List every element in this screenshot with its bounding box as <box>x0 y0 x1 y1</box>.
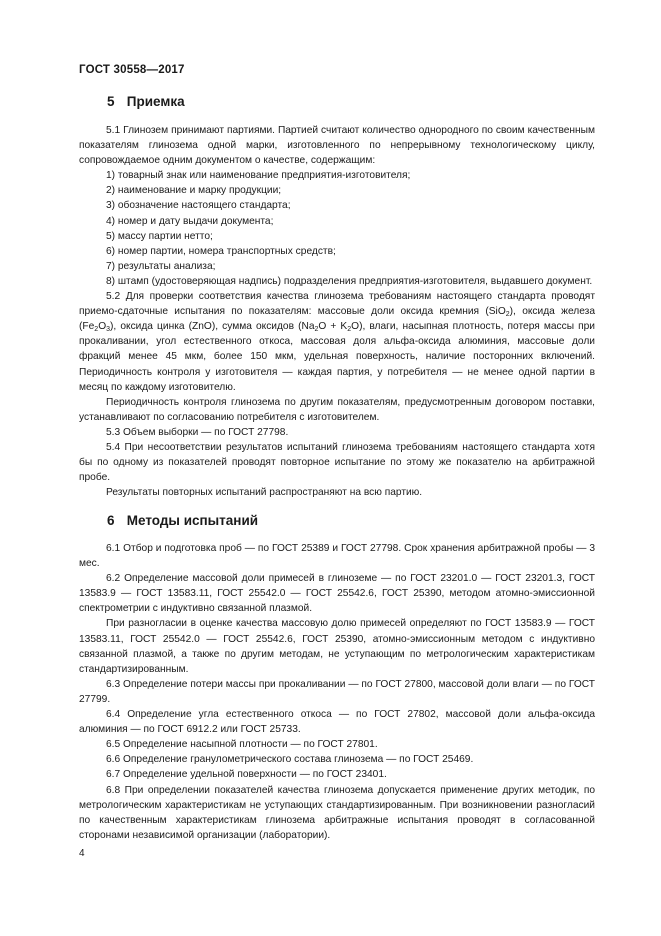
section-6-title-text: Методы испытаний <box>126 513 259 528</box>
paragraph-5-2-b: Периодичность контроля глинозема по другим показателям, предусмотренным договором поставки, устанавливают по согласованию потребителя с изготовителем. <box>79 396 595 423</box>
section-5-number: 5 <box>107 94 115 109</box>
paragraph-6-8: 6.8 При определении показателей качества глинозема допускается применение других методик, по метрологическим характеристикам не уступающих стандартизированным. При возникновении разногласий по качественным характеристикам глинозема арбитражные испытания проводят в согласованной сторонами независимой организации (лаборатории). <box>79 784 595 841</box>
list-item: 4) номер и дату выдачи документа; <box>106 215 274 227</box>
document-header: ГОСТ 30558—2017 <box>79 64 185 76</box>
paragraph-6-1: 6.1 Отбор и подготовка проб — по ГОСТ 25389 и ГОСТ 27798. Срок хранения арбитражной пробы — 3 мес. <box>79 543 595 570</box>
page-number: 4 <box>79 848 85 859</box>
paragraph-6-2-b: При разногласии в оценке качества массовую долю примесей определяют по ГОСТ 13583.9 — ГОСТ 13583.11, ГОСТ 25542.0 — ГОСТ 25542.6, ГОСТ 25390, атомно-эмиссионным методом с индуктивно связанной плазмой, а также по другим методам, не уступающим по метрологическим характеристикам стандартизированным. <box>79 618 595 675</box>
section-6-number: 6 <box>107 513 115 528</box>
paragraph-5-2: 5.2 Для проверки соответствия качества глинозема требованиям настоящего стандарта проводят приемо-сдаточные испытания по показателям: массовые доли оксида кремния (SiO$_2$), оксида железа $(Fe_2O_3)$, оксида цинка (ZnO), сумма оксидов $(Na_2O + K_2O)$, влаги, насыпная плотность, потеря массы при прокаливании, угол естественного откоса, массовая доля альфа-оксида алюминия, массовые доли фракций менее 45 мкм, более 150 мкм, удельная поверхность, наличие посторонних включений. Периодичность контроля у изготовителя — каждая партия, у потребителя — не менее одной партии в месяц по каждому изготовителю. <box>79 291 595 393</box>
section-6-title <box>107 513 258 528</box>
list-item: 5) массу партии нетто; <box>106 230 213 242</box>
paragraph-6-4: 6.4 Определение угла естественного откоса — по ГОСТ 27802, массовой доли альфа-оксида алюминия — по ГОСТ 6912.2 или ГОСТ 25733. <box>79 709 595 736</box>
paragraph-5-4-b: Результаты повторных испытаний распространяют на всю партию. <box>106 487 423 499</box>
list-item: 1) товарный знак или наименование предприятия-изготовителя; <box>106 170 411 182</box>
paragraph-5-3: 5.3 Объем выборки — по ГОСТ 27798. <box>106 426 289 438</box>
list-item: 3) обозначение настоящего стандарта; <box>106 200 291 212</box>
list-item: 6) номер партии, номера транспортных средств; <box>106 245 336 257</box>
paragraph-6-3: 6.3 Определение потери массы при прокаливании — по ГОСТ 27800, массовой доли влаги — по ГОСТ 27799. <box>79 678 595 705</box>
paragraph-6-7: 6.7 Определение удельной поверхности — по ГОСТ 23401. <box>106 769 387 781</box>
paragraph-5-4: 5.4 При несоответствии результатов испытаний глинозема требованиям настоящего стандарта хотя бы по одному из показателей проводят повторное испытание по этому же показателю на арбитражной пробе. <box>79 441 595 484</box>
section-5-title <box>107 94 185 109</box>
paragraph-6-2: 6.2 Определение массовой доли примесей в глиноземе — по ГОСТ 23201.0 — ГОСТ 23201.3, ГОСТ 13583.9 — ГОСТ 13583.11, ГОСТ 25542.0 — ГОСТ 25542.6, ГОСТ 25390, методом атомно-эмиссионной спектрометрии с индуктивно связанной плазмой. <box>79 573 595 615</box>
paragraph-5-1: 5.1 Глинозем принимают партиями. Партией считают количество однородного по своим качественным показателям глинозема одной марки, изготовленного по непрерывному технологическому циклу, сопровождаемое одним документом о качестве, содержащим: <box>79 125 595 167</box>
list-item: 8) штамп (удостоверяющая надпись) подразделения предприятия-изготовителя, выдавшего документ. <box>106 275 593 287</box>
paragraph-6-6: 6.6 Определение гранулометрического состава глинозема — по ГОСТ 25469. <box>106 754 474 766</box>
section-5-body <box>79 123 595 500</box>
list-item: 7) результаты анализа; <box>106 260 216 272</box>
section-6-body <box>79 541 595 843</box>
section-5-title-text: Приемка <box>126 94 185 109</box>
list-item: 2) наименование и марку продукции; <box>106 185 282 197</box>
paragraph-6-5: 6.5 Определение насыпной плотности — по ГОСТ 27801. <box>106 739 378 751</box>
